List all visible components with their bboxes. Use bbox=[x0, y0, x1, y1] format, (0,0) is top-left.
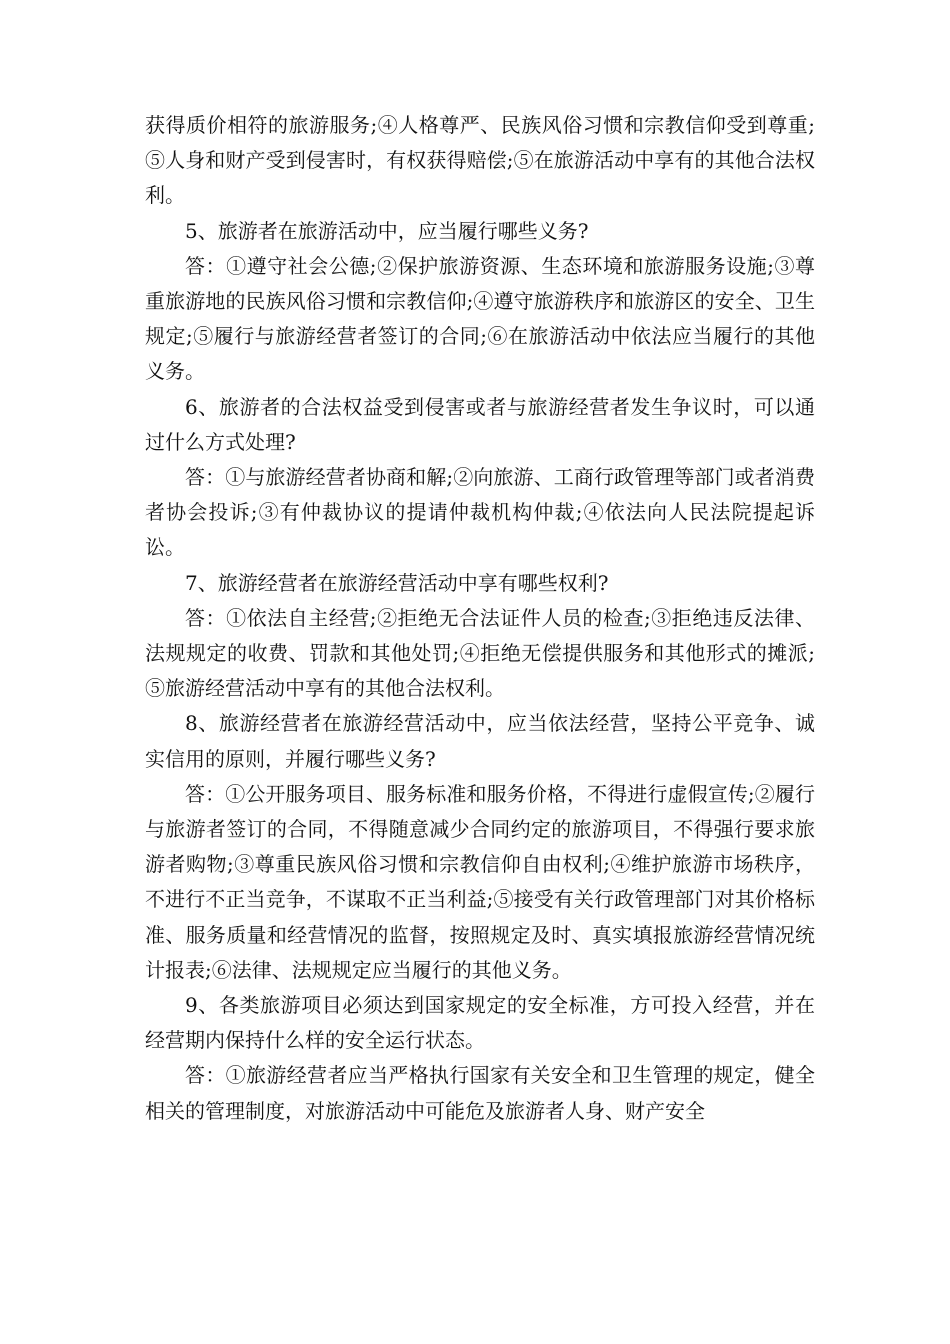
question-8: 8、旅游经营者在旅游经营活动中，应当依法经营，坚持公平竞争、诚实信用的原则，并履行哪些义务? bbox=[145, 711, 815, 771]
document-page bbox=[145, 108, 815, 1129]
answer-paragraph-continued: 获得质价相符的旅游服务;④人格尊严、民族风俗习惯和宗教信仰受到尊重;⑤人身和财产受到侵害时，有权获得赔偿;⑤在旅游活动中享有的其他合法权利。 bbox=[145, 113, 815, 208]
question-6: 6、旅游者的合法权益受到侵害或者与旅游经营者发生争议时，可以通过什么方式处理? bbox=[145, 394, 815, 454]
answer-9: 答：①旅游经营者应当严格执行国家有关安全和卫生管理的规定，健全相关的管理制度，对旅游活动中可能危及旅游者人身、财产安全 bbox=[145, 1063, 815, 1123]
question-5: 5、旅游者在旅游活动中，应当履行哪些义务? bbox=[185, 218, 589, 243]
question-7: 7、旅游经营者在旅游经营活动中享有哪些权利? bbox=[185, 570, 609, 595]
answer-7: 答：①依法自主经营;②拒绝无合法证件人员的检查;③拒绝违反法律、法规规定的收费、罚款和其他处罚;④拒绝无偿提供服务和其他形式的摊派;⑤旅游经营活动中享有的其他合法权利。 bbox=[145, 605, 815, 701]
answer-5: 答：①遵守社会公德;②保护旅游资源、生态环境和旅游服务设施;③尊重旅游地的民族风俗习惯和宗教信仰;④遵守旅游秩序和旅游区的安全、卫生规定;⑤履行与旅游经营者签订的合同;⑥在旅游活动中依法应当履行的其他义务。 bbox=[145, 253, 815, 384]
question-9: 9、各类旅游项目必须达到国家规定的安全标准，方可投入经营，并在经营期内保持什么样的安全运行状态。 bbox=[145, 993, 815, 1053]
answer-6: 答：①与旅游经营者协商和解;②向旅游、工商行政管理等部门或者消费者协会投诉;③有仲裁协议的提请仲裁机构仲裁;④依法向人民法院提起诉讼。 bbox=[145, 465, 815, 560]
answer-8: 答：①公开服务项目、服务标准和服务价格，不得进行虚假宣传;②履行与旅游者签订的合同，不得随意减少合同约定的旅游项目，不得强行要求旅游者购物;③尊重民族风俗习惯和宗教信仰自由权利;④维护旅游市场秩序，不进行不正当竞争，不谋取不正当利益;⑤接受有关行政管理部门对其价格标准、服务质量和经营情况的监督，按照规定及时、真实填报旅游经营情况统计报表;⑥法律、法规规定应当履行的其他义务。 bbox=[145, 781, 815, 982]
